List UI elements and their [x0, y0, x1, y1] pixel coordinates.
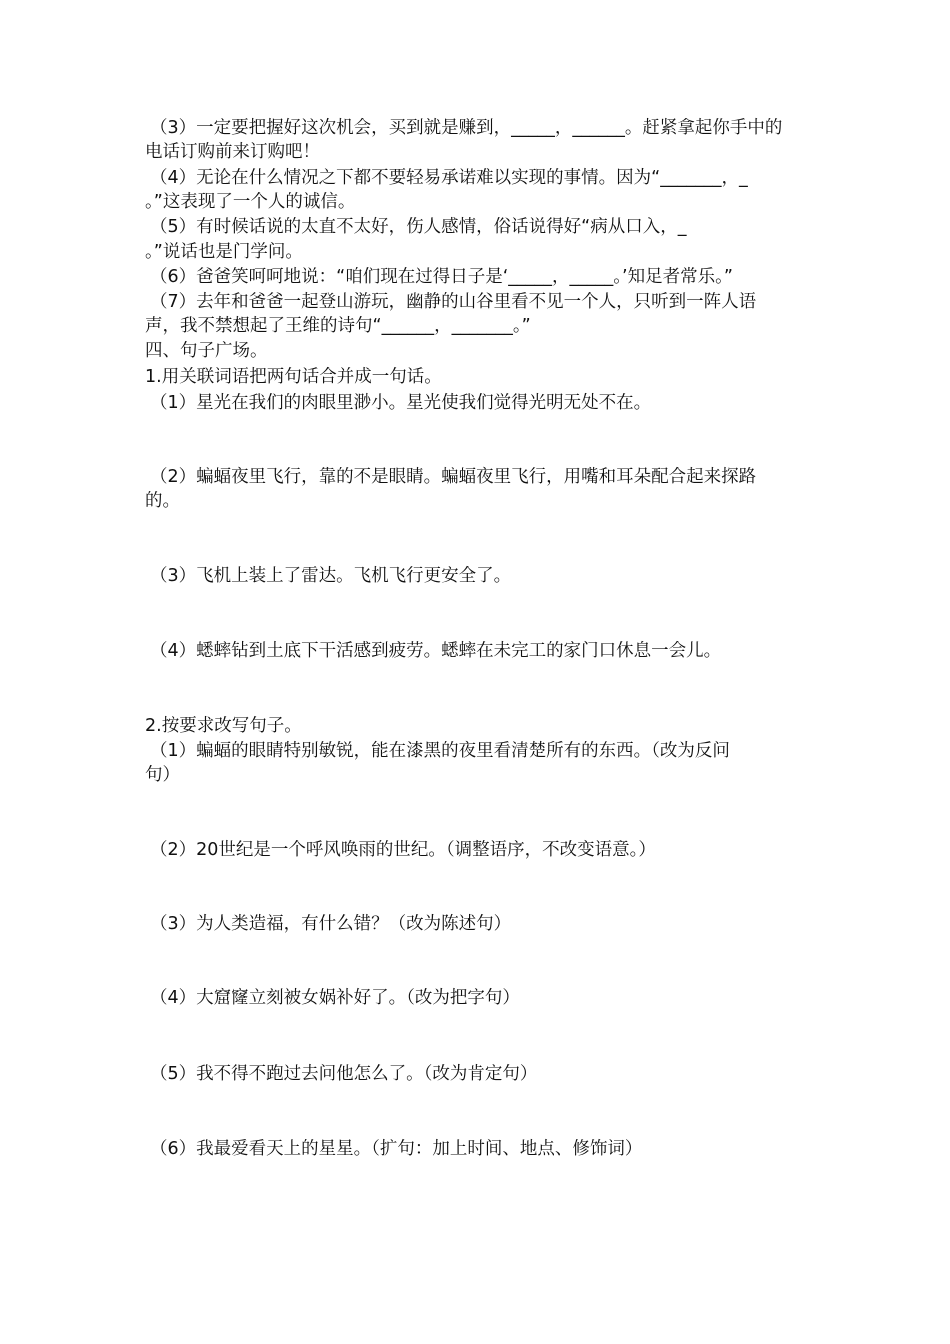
part1-heading: 1.用关联词语把两句话合并成一句话。 — [145, 367, 442, 387]
combine-q2-line1: （2）蝙蝠夜里飞行，靠的不是眼睛。蝙蝠夜里飞行，用嘴和耳朵配合起来探路 — [150, 467, 757, 487]
fill-blank-q7-line2: 声，我不禁想起了王维的诗句“______，_______。” — [145, 316, 531, 336]
fill-blank-q3-line2: 电话订购前来订购吧！ — [145, 142, 320, 162]
combine-q4: （4）蟋蟀钻到土底下干活感到疲劳。蟋蟀在未完工的家门口休息一会儿。 — [150, 641, 722, 661]
rewrite-q4: （4）大窟窿立刻被女娲补好了。（改为把字句） — [150, 988, 520, 1008]
part2-heading: 2.按要求改写句子。 — [145, 716, 302, 736]
combine-q3: （3）飞机上装上了雷达。飞机飞行更安全了。 — [150, 566, 512, 586]
fill-blank-q5-line2: 。”说话也是门学问。 — [145, 242, 303, 262]
fill-blank-q6: （6）爸爸笑呵呵地说：“咱们现在过得日子是‘_____，_____。’知足者常乐。” — [150, 267, 733, 287]
fill-blank-q7-line1: （7）去年和爸爸一起登山游玩，幽静的山谷里看不见一个人，只听到一阵人语 — [150, 292, 757, 312]
fill-blank-q3-line1: （3）一定要把握好这次机会，买到就是赚到，_____，______。赶紧拿起你手中的 — [150, 118, 783, 138]
rewrite-q5: （5）我不得不跑过去问他怎么了。（改为肯定句） — [150, 1064, 538, 1084]
rewrite-q2: （2）20世纪是一个呼风唤雨的世纪。（调整语序，不改变语意。） — [150, 840, 656, 860]
fill-blank-q5-line1: （5）有时候话说的太直不太好，伤人感情，俗话说得好“病从口入，_ — [150, 217, 687, 237]
fill-blank-q4-line2: 。”这表现了一个人的诚信。 — [145, 192, 356, 212]
section-four-heading: 四、句子广场。 — [145, 341, 268, 361]
rewrite-q1-line2: 句） — [145, 765, 180, 785]
combine-q1: （1）星光在我们的肉眼里渺小。星光使我们觉得光明无处不在。 — [150, 393, 652, 413]
rewrite-q1-line1: （1）蝙蝠的眼睛特别敏锐，能在漆黑的夜里看清楚所有的东西。（改为反问 — [150, 741, 730, 761]
rewrite-q6: （6）我最爱看天上的星星。（扩句：加上时间、地点、修饰词） — [150, 1139, 643, 1159]
fill-blank-q4-line1: （4）无论在什么情况之下都不要轻易承诺难以实现的事情。因为“_______，_ — [150, 168, 748, 188]
combine-q2-line2: 的。 — [145, 491, 180, 511]
rewrite-q3: （3）为人类造福，有什么错？（改为陈述句） — [150, 914, 512, 934]
